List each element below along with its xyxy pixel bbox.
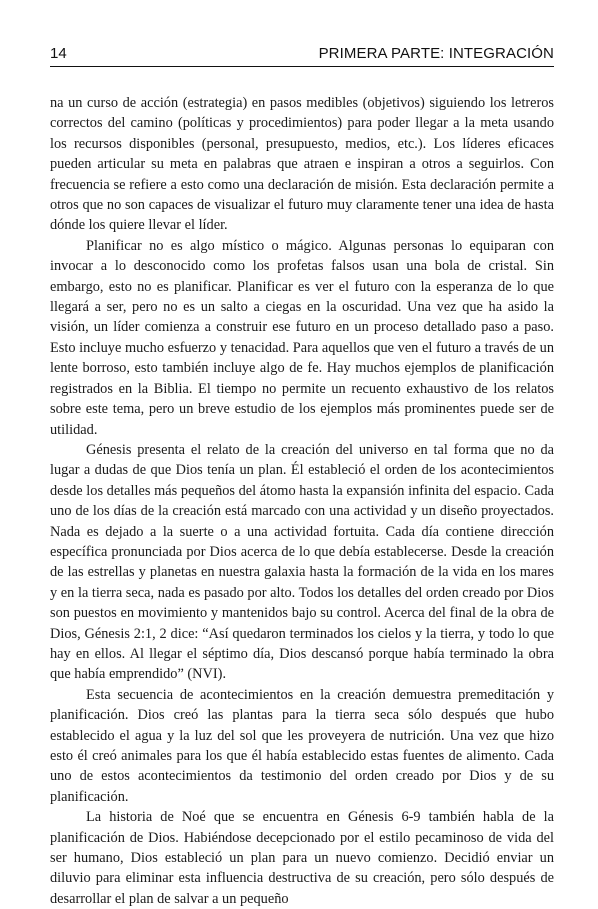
paragraph-continued: na un curso de acción (estrategia) en pasos medibles (objetivos) siguiendo los letreros correctos del camino (políticas y procedimientos) para poder llegar a la meta usando los recursos disponibles (personal, presupuesto, medios, etc.). Los líderes eficaces pueden articular su meta en palabras que atraen e inspiran a otros a seguirlos. Con frecuencia se refiere a esto como una declaración de misión. Esta declaración permite a otros que no son capaces de visualizar el futuro muy claramente tener una idea de hasta dónde los quiere llevar el líder. [50, 95, 554, 234]
page-number: 14 [50, 45, 67, 62]
header-rule [50, 66, 554, 67]
paragraph: Esta secuencia de acontecimientos en la creación demuestra premeditación y planificación. Dios creó las plantas para la tierra seca sólo después que hubo establecido el agua y la luz del sol que les proveyera de nutrición. Una vez que hizo esto él creó animales para los que él había establecido estas fuentes de alimento. Cada uno de estos acontecimientos da testimonio del orden creado por Dios y de su planificación. [50, 686, 554, 805]
body-text [50, 93, 554, 909]
paragraph: Planificar no es algo místico o mágico. Algunas personas lo equiparan con invocar a lo desconocido como los profetas falsos usan una bola de cristal. Sin embargo, esto no es planificar. Planificar es ver el futuro con la esperanza de lo que llegará a ser, pero no es un salto a ciegas en la oscuridad. Una vez que ha asido la visión, un líder comienza a construir ese futuro en un proceso detallado paso a paso. Esto incluye mucho esfuerzo y tenacidad. Para aquellos que ven el futuro a través de un lente borroso, esto también incluye algo de fe. Hay muchos ejemplos de planificación registrados en la Biblia. El tiempo no permite un recuento exhaustivo de los relatos sobre este tema, pero un breve estudio de los ejemplos más prominentes puede ser de utilidad. [50, 237, 554, 438]
paragraph: Génesis presenta el relato de la creación del universo en tal forma que no da lugar a dudas de que Dios tenía un plan. Él estableció el orden de los acontecimientos desde los detalles más pequeños del átomo hasta la expansión infinita del espacio. Cada uno de los días de la creación está marcado con una actividad y un diseño proyectados. Nada es dejado a la suerte o a una actividad fortuita. Cada día contiene dirección específica pronunciada por Dios acerca de lo que debía establecerse. Desde la creación de las estrellas y planetas en nuestra galaxia hasta la formación de la vida en los mares y en la tierra seca, nada es pasado por alto. Todos los detalles del orden creado por Dios son puestos en movimiento y mantenidos bajo su control. Acerca del final de la obra de Dios, Génesis 2:1, 2 dice: “Así quedaron terminados los cielos y la tierra, y todo lo que hay en ellos. Al llegar el séptimo día, Dios descansó porque había terminado la obra que había emprendido” (NVI). [50, 441, 554, 683]
page-header [50, 44, 554, 68]
running-head: PRIMERA PARTE: INTEGRACIÓN [318, 45, 554, 62]
paragraph: La historia de Noé que se encuentra en Génesis 6-9 también habla de la planificación de Dios. Habiéndose decepcionado por el estilo pecaminoso de vida del ser humano, Dios estableció un plan para un nuevo comienzo. Decidió enviar un diluvio para eliminar esta influencia destructiva de su creación, pero sólo después de desarrollar el plan de salvar a un pequeño [50, 809, 554, 907]
